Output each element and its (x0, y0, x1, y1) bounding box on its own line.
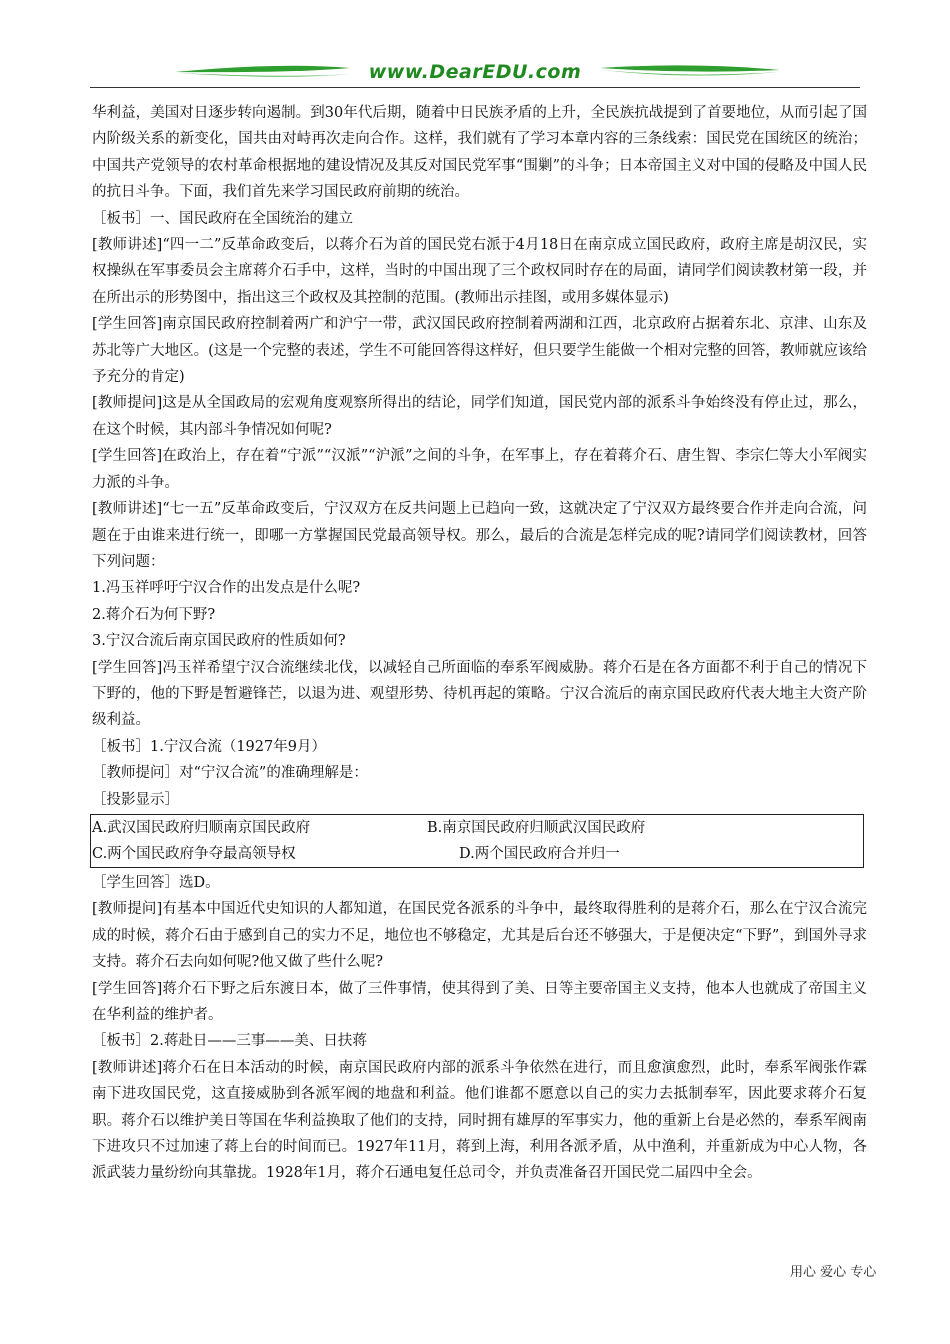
site-logo: www.DearEDU.com (368, 61, 582, 83)
option-a: A.武汉国民政府归顺南京国民政府 (92, 819, 311, 836)
paragraph: ［板书］一、国民政府在全国统治的建立 (92, 210, 353, 227)
option-c: C.两个国民政府争夺最高领导权 (92, 845, 296, 862)
paragraph: [教师讲述]“七一五”反革命政变后，宁汉双方在反共问题上已趋向一致，这就决定了宁汉双方最终要合作并走向合流，问题在于由谁来进行统一，即哪一方掌握国民党最高领导权。那么，最后的合流是怎样完成的呢?请同学们阅读教材，回答下列问题： (92, 501, 867, 570)
paragraph: [学生回答]冯玉祥希望宁汉合流继续北伐，以减轻自己所面临的奉系军阀威胁。蒋介石是在各方面都不利于自己的情况下下野的，他的下野是暂避锋芒，以退为进、观望形势、待机再起的策略。宁汉合流后的南京国民政府代表大地主大资产阶级利益。 (92, 659, 867, 729)
paragraph: ［教师提问］对“宁汉合流”的准确理解是： (92, 765, 368, 782)
paragraph: [学生回答]在政治上，存在着“宁派”“汉派”“沪派”之间的斗争，在军事上，存在着蒋介石、唐生智、李宗仁等大小军阀实力派的斗争。 (92, 448, 867, 491)
document-body (92, 100, 867, 1187)
options-box (90, 814, 864, 868)
paragraph: [教师提问]有基本中国近代史知识的人都知道，在国民党各派系的斗争中，最终取得胜利的是蒋介石，那么在宁汉合流完成的时候，蒋介石由于感到自己的实力不足，地位也不够稳定，尤其是后台还不够强大，于是便决定“下野”，到国外寻求支持。蒋介石去向如何呢?他又做了些什么呢? (92, 901, 867, 971)
paragraph: [学生回答]南京国民政府控制着两广和沪宁一带，武汉国民政府控制着两湖和江西，北京政府占据着东北、京津、山东及苏北等广大地区。(这是一个完整的表述，学生不可能回答得这样好，但只要学生能做一个相对完整的回答，教师就应该给予充分的肯定) (92, 316, 867, 386)
options-row (92, 815, 863, 841)
paragraph: [教师讲述]“四一二”反革命政变后，以蒋介石为首的国民党右派于4月18日在南京成立国民政府，政府主席是胡汉民，实权操纵在军事委员会主席蒋介石手中，这样，当时的中国出现了三个政权同时存在的局面，请同学们阅读教材第一段，并在所出示的形势图中，指出这三个政权及其控制的范围。(教师出示挂图，或用多媒体显示) (92, 237, 867, 306)
option-d: D.两个国民政府合并归一 (459, 845, 620, 862)
question-item: 3.宁汉合流后南京国民政府的性质如何? (92, 633, 346, 650)
paragraph: 华利益，美国对日逐步转向遏制。到30年代后期，随着中日民族矛盾的上升，全民族抗战提到了首要地位，从而引起了国内阶级关系的新变化，国共由对峙再次走向合作。这样，我们就有了学习本章内容的三条线索：国民党在国统区的统治；中国共产党领导的农村革命根据地的建设情况及其反对国民党军事“围剿”的斗争；日本帝国主义对中国的侵略及中国人民的抗日斗争。下面，我们首先来学习国民政府前期的统治。 (92, 105, 867, 201)
options-row (92, 841, 863, 867)
paragraph: [教师提问]这是从全国政局的宏观角度观察所得出的结论，同学们知道，国民党内部的派系斗争始终没有停止过，那么，在这个时候，其内部斗争情况如何呢? (92, 395, 867, 438)
paragraph: ［板书］2.蒋赴日——三事——美、日扶蒋 (92, 1033, 367, 1050)
paragraph: ［学生回答］选D。 (92, 874, 220, 891)
question-item: 1.冯玉祥呼吁宁汉合作的出发点是什么呢? (92, 580, 361, 597)
paragraph: [学生回答]蒋介石下野之后东渡日本，做了三件事情，使其得到了美、日等主要帝国主义支持，他本人也就成了帝国主义在华利益的维护者。 (92, 980, 867, 1023)
question-item: 2.蒋介石为何下野? (92, 606, 216, 623)
header-divider (90, 87, 860, 88)
paragraph: [教师讲述]蒋介石在日本活动的时候，南京国民政府内部的派系斗争依然在进行，而且愈演愈烈，此时，奉系军阀张作霖南下进攻国民党，这直接威胁到各派军阀的地盘和利益。他们谁都不愿意以自己的实力去抵制奉军，因此要求蒋介石复职。蒋介石以维护美日等国在华利益换取了他们的支持，同时拥有雄厚的军事实力，他的重新上台是必然的，奉系军阀南下进攻只不过加速了蒋上台的时间而已。1927年11月，蒋到上海，利用各派矛盾，从中渔利，并重新成为中心人物，各派武装力量纷纷向其靠拢。1928年1月，蒋介石通电复任总司令，并负责准备召开国民党二届四中全会。 (92, 1059, 867, 1182)
option-b: B.南京国民政府归顺武汉国民政府 (427, 819, 646, 836)
paragraph: ［板书］1.宁汉合流（1927年9月） (92, 738, 326, 755)
footer-motto: 用心 爱心 专心 (790, 1265, 877, 1280)
paragraph: ［投影显示］ (92, 791, 179, 808)
